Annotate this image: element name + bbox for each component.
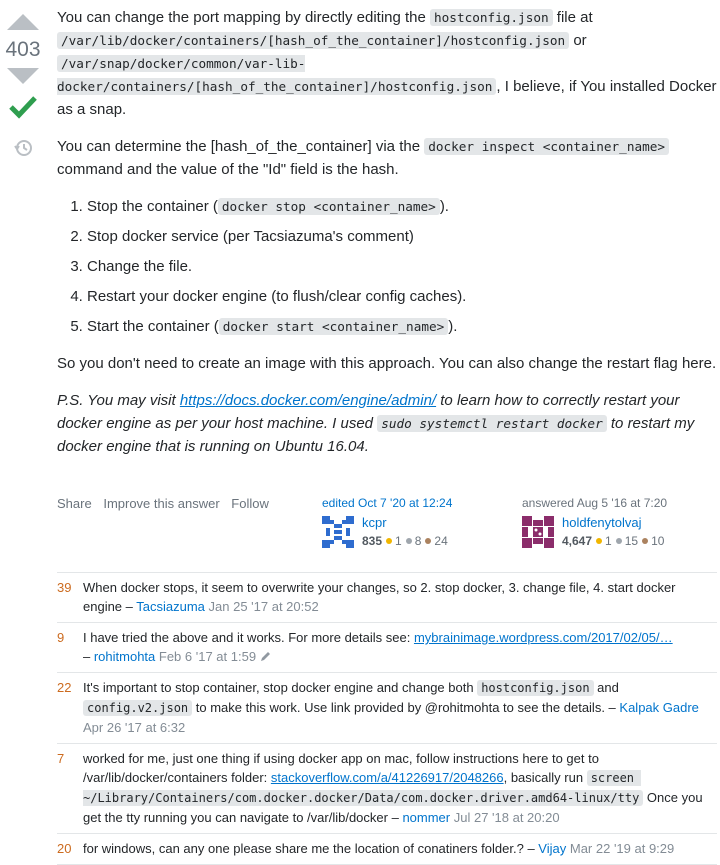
accepted-check-icon bbox=[5, 92, 41, 122]
docs-link[interactable]: https://docs.docker.com/engine/admin/ bbox=[179, 392, 437, 409]
inline-code: docker stop <container_name> bbox=[218, 198, 440, 215]
vote-count: 403 bbox=[5, 38, 41, 61]
edited-timestamp-link[interactable]: edited Oct 7 '20 at 12:24 bbox=[322, 496, 453, 510]
comment-text: worked for me, just one thing if using docker app on mac, follow instructions here to get to /var/lib/docker/containers folder: bbox=[83, 751, 599, 785]
silver-badge-icon bbox=[616, 538, 622, 544]
inline-code: /var/lib/docker/containers/[hash_of_the_container]/hostconfig.json bbox=[57, 32, 569, 49]
comment-text: Once you get the tty running you can navigate to /var/lib/docker bbox=[83, 790, 703, 825]
comment-score: 20 bbox=[57, 841, 72, 856]
comment-score: 9 bbox=[57, 630, 65, 645]
share-link[interactable]: Share bbox=[57, 496, 92, 511]
comment-user-link[interactable]: Kalpak Gadre bbox=[619, 700, 699, 715]
silver-count: 8 bbox=[414, 534, 422, 548]
steps-list bbox=[57, 195, 717, 338]
author-signature bbox=[522, 496, 668, 548]
inline-code: docker start <container_name> bbox=[219, 318, 449, 335]
list-item bbox=[87, 195, 717, 218]
comments-list bbox=[57, 572, 717, 865]
text: or bbox=[569, 32, 587, 49]
inline-code: sudo systemctl restart docker bbox=[377, 415, 607, 432]
inline-code: docker inspect <container_name> bbox=[424, 138, 669, 155]
avatar[interactable] bbox=[322, 516, 354, 548]
list-item: 2. Stop docker service (per Tacsiazuma's comment) bbox=[87, 225, 717, 248]
comment-text: , basically run bbox=[503, 770, 587, 785]
reputation-score: 4,647 bbox=[562, 534, 593, 548]
inline-code: /var/snap/docker/common/var-lib-docker/containers/[hash_of_the_container]/hostconfig.json bbox=[57, 55, 496, 95]
avatar[interactable] bbox=[522, 516, 554, 548]
comment-user-link[interactable]: rohitmohta bbox=[93, 649, 156, 664]
text: file at bbox=[552, 9, 593, 26]
text: P.S. You may visit bbox=[57, 392, 180, 409]
comment-text: I have tried the above and it works. For more details see: bbox=[83, 630, 414, 645]
text: You can change the port mapping by directly editing the bbox=[57, 9, 431, 26]
list-item bbox=[87, 315, 717, 338]
comment-user-link[interactable]: nommer bbox=[402, 810, 451, 825]
inline-code: config.v2.json bbox=[83, 700, 192, 716]
bronze-badge-icon bbox=[642, 538, 648, 544]
text: , I believe, if You installed Docker as a snap. bbox=[57, 78, 717, 118]
answered-timestamp: answered Aug 5 '16 at 7:20 bbox=[522, 496, 668, 510]
silver-count: 15 bbox=[624, 534, 639, 548]
text: Stop the container ( bbox=[87, 198, 218, 215]
text: to learn how to correctly restart your docker engine as per your host machine. I used bbox=[57, 392, 680, 432]
improve-answer-link[interactable]: Improve this answer bbox=[103, 496, 220, 511]
comment bbox=[57, 623, 717, 673]
history-icon[interactable] bbox=[5, 136, 41, 160]
comment-timestamp[interactable]: Feb 6 '17 at 1:59 bbox=[158, 649, 257, 664]
separator: – bbox=[122, 599, 137, 614]
comment-timestamp[interactable]: Jan 25 '17 at 20:52 bbox=[208, 599, 319, 614]
bronze-count: 24 bbox=[434, 534, 448, 548]
downvote-icon[interactable] bbox=[5, 66, 41, 88]
comment bbox=[57, 573, 717, 623]
comment-link[interactable]: mybrainimage.wordpress.com/2017/02/05/… bbox=[413, 630, 673, 645]
gold-count: 1 bbox=[605, 534, 612, 548]
list-item: 4. Restart your docker engine (to flush/clear config caches). bbox=[87, 285, 717, 308]
paragraph-hash bbox=[57, 135, 717, 181]
editor-signature bbox=[322, 496, 453, 548]
comment-user-link[interactable]: Tacsiazuma bbox=[136, 599, 205, 614]
editor-name[interactable]: kcpr bbox=[362, 515, 387, 530]
pencil-icon bbox=[260, 650, 272, 662]
comment-text: It's important to stop container, stop docker engine and change both bbox=[83, 680, 478, 695]
comment-text: and bbox=[593, 680, 619, 695]
comment-body bbox=[83, 749, 717, 827]
silver-badge-icon bbox=[406, 538, 412, 544]
separator: – bbox=[604, 700, 620, 715]
author-reputation bbox=[562, 534, 664, 548]
text: command and the value of the "Id" field is the hash. bbox=[57, 161, 399, 178]
paragraph-ps bbox=[57, 389, 717, 458]
text: to restart my docker engine that is running on Ubuntu 16.04. bbox=[57, 415, 695, 455]
comment-body bbox=[83, 578, 717, 616]
comment-text: for windows, can any one please share me the location of conatiners folder.? bbox=[83, 841, 524, 856]
comment-body bbox=[83, 628, 717, 666]
separator: – bbox=[387, 810, 403, 825]
vote-column bbox=[0, 10, 46, 160]
inline-code: screen ~/Library/Containers/com.docker.docker/Data/com.docker.driver.amd64-linux/tty bbox=[83, 770, 643, 806]
separator: – bbox=[83, 649, 94, 664]
comment-timestamp[interactable]: Apr 26 '17 at 6:32 bbox=[83, 720, 186, 735]
comment-body bbox=[83, 678, 717, 737]
inline-code: hostconfig.json bbox=[430, 9, 553, 26]
comment-user-link[interactable]: Vijay bbox=[538, 841, 567, 856]
inline-code: hostconfig.json bbox=[477, 680, 593, 696]
paragraph-port-mapping bbox=[57, 6, 717, 121]
comment bbox=[57, 673, 717, 744]
comment-score: 22 bbox=[57, 680, 72, 695]
gold-count: 1 bbox=[395, 534, 402, 548]
post-actions bbox=[57, 496, 277, 511]
gold-badge-icon bbox=[386, 538, 392, 544]
comment-text: to make this work. Use link provided by @rohitmohta to see the details. bbox=[192, 700, 605, 715]
text: ). bbox=[439, 198, 449, 215]
text: You can determine the [hash_of_the_container] via the bbox=[57, 138, 425, 155]
editor-reputation bbox=[362, 534, 448, 548]
text: ). bbox=[448, 318, 458, 335]
separator: – bbox=[523, 841, 539, 856]
answer-body bbox=[57, 6, 717, 472]
comment-timestamp[interactable]: Jul 27 '18 at 20:20 bbox=[453, 810, 560, 825]
comment bbox=[57, 834, 717, 865]
list-item: 3. Change the file. bbox=[87, 255, 717, 278]
post-meta bbox=[57, 496, 717, 556]
bronze-badge-icon bbox=[425, 538, 431, 544]
comment-score: 7 bbox=[57, 751, 65, 766]
comment-timestamp[interactable]: Mar 22 '19 at 9:29 bbox=[569, 841, 675, 856]
bronze-count: 10 bbox=[651, 534, 665, 548]
reputation-score: 835 bbox=[362, 534, 383, 548]
gold-badge-icon bbox=[596, 538, 602, 544]
comment-link[interactable]: stackoverflow.com/a/41226917/2048266 bbox=[270, 770, 504, 785]
comment-text: When docker stops, it seem to overwrite your changes, so 2. stop docker, 3. change file, 4. start docker engine bbox=[83, 580, 676, 614]
upvote-icon[interactable] bbox=[5, 10, 41, 32]
author-name[interactable]: holdfenytolvaj bbox=[562, 515, 642, 530]
comment bbox=[57, 744, 717, 834]
paragraph-summary: So you don't need to create an image with this approach. You can also change the restart flag here. bbox=[57, 355, 717, 372]
follow-link[interactable]: Follow bbox=[231, 496, 269, 511]
comment-body bbox=[83, 839, 717, 858]
text: Start the container ( bbox=[87, 318, 219, 335]
comment-score: 39 bbox=[57, 580, 72, 595]
